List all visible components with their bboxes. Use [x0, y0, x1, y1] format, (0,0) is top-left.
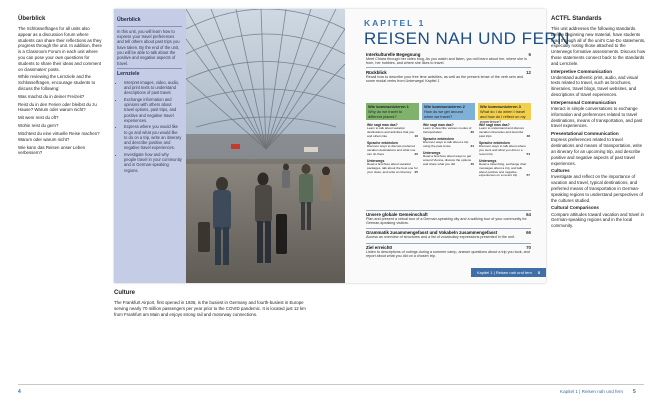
- divider: [117, 68, 182, 69]
- kommunizieren-column-1: [366, 103, 419, 207]
- item-text: Read a brochure about vacation packages, talk about the best one for your class, and write an itinerary: [367, 161, 418, 174]
- lernziele-heading: Lernziele: [117, 70, 140, 77]
- item-text: Learn to talk about vacation destinations and activities that you and others like: [367, 126, 415, 138]
- left-question: Möchtest du eine virtuelle Reise machen? Warum oder warum nicht?: [18, 130, 100, 142]
- toc-row: [366, 212, 531, 225]
- culture-note: [114, 290, 314, 317]
- item-text: Learn to understand and discuss vacation itineraries and describe past trips: [479, 126, 524, 138]
- lernziel-item: • Express where you would like to go and what you would like to do on a trip, write an itinerary and describe positive and negative travel experiences.: [124, 124, 182, 151]
- divider: [366, 210, 531, 211]
- item-page: 20: [414, 151, 418, 156]
- item-page: 48: [526, 133, 530, 138]
- standard-text: Interact in simple conversations to exchange information and preferences related to travel destinations, means of transportation, and past travel experiences.: [551, 105, 643, 129]
- page-running-head: Kapitel 1 | Reisen nah und fern: [560, 389, 623, 394]
- culture-text: The Frankfurt Airport, first opened in 1936, is the busiest in Germany and fourth-busiest in Europe serving nearly 70 million passengers per year prior to the COVID pandemic. It is located just 12 km from Frankfurt am Main and enjoys strong rail and motorway connections.: [114, 299, 306, 317]
- left-heading: Überblick: [18, 16, 46, 22]
- standard-title: Interpersonal Communication: [551, 99, 617, 105]
- overview-heading: Überblick: [117, 17, 141, 23]
- item-page: 40: [470, 161, 474, 166]
- item-title: Sprache entdecken: [479, 140, 511, 145]
- item-page: 57: [526, 173, 530, 178]
- kommunizieren-header: [478, 103, 531, 124]
- page-number-left: 4: [18, 389, 21, 395]
- left-question: Was machst du in deiner Freizeit?: [18, 93, 85, 99]
- item-text: Learn to describe various modes of transportation: [423, 126, 472, 135]
- kommunizieren-column-2: [422, 103, 475, 207]
- toc-row-title: Interkulturelle Begegnung: [366, 52, 421, 57]
- item-title: Unterwegs: [423, 150, 441, 155]
- divider: [366, 243, 531, 244]
- item-title: Unterwegs: [479, 158, 497, 163]
- item-text: Read a brochure about ways to get around Vienna, discuss the options and share what you did: [423, 154, 472, 166]
- lernziel-item: • Exchange information and opinions with others about travel options, past trips, and positive and negative travel experiences.: [124, 97, 182, 124]
- left-notes: [18, 16, 103, 158]
- toc-row: [366, 245, 531, 258]
- bottom-rule: [18, 384, 644, 385]
- item-page: 54: [526, 151, 530, 156]
- lernziele-list: [117, 80, 182, 173]
- standards-notes: [551, 16, 646, 231]
- left-question: Reist du in den Ferien oder bleibst du zu Hause? Warum oder warum nicht?: [18, 101, 97, 113]
- kommunizieren-column-3: [478, 103, 531, 207]
- divider: [117, 26, 182, 27]
- left-question: Mit wem reist du oft?: [18, 115, 59, 121]
- item-text: Read a travel blog, exchange chat messages about a trip, and talk about positive and negative experiences on a recent trip: [479, 161, 526, 178]
- item-page: 16: [414, 133, 418, 138]
- item-title: Sprache entdecken: [423, 136, 455, 141]
- kommunizieren-items: [366, 121, 419, 174]
- standards-intro: This unit addresses the following standards. Before beginning new material, have students read through all of the unit's Can-Do statements, especially noting those attached to the Unterwegs formative assessments. Discuss how those statements connect back to the standards and Lernziele.: [551, 25, 646, 66]
- kommunizieren-header: [422, 103, 475, 120]
- toc-row-desc: Meet Chiara through her video blog, As you watch and listen, you will learn about her, where she is from, her hobbies, and where she likes to travel.: [366, 57, 527, 65]
- overview-paragraph: In this unit, you will learn how to express your travel preferences and tell others about past trips you have taken. By the end of the unit, you will be able to talk about the positive and negative aspects of travel.: [117, 28, 180, 66]
- culture-heading: Culture: [114, 290, 135, 296]
- item-title: Wie sagt man das?: [479, 123, 510, 127]
- standard-title: Cultures: [551, 168, 570, 174]
- contents-footer: [471, 268, 546, 277]
- toc-row-page: 6: [528, 52, 531, 57]
- divider: [366, 67, 531, 68]
- toc-row: [366, 52, 531, 65]
- left-question: Wohin reist du gern?: [18, 123, 59, 129]
- item-text: Discover ways to talk about a trip using the past tense: [423, 140, 469, 149]
- kommunizieren-items: [422, 121, 475, 167]
- item-title: Sprache entdecken: [367, 140, 399, 145]
- lernziel-item: • Investigate how and why people travel in your community and in German-speaking regions.: [124, 152, 182, 173]
- footer-page: 5: [537, 270, 540, 275]
- toc-row: [366, 70, 531, 83]
- kommunizieren-title: Wie kommunizieren 2: [424, 104, 465, 109]
- footer-label: Kapitel 1 | Reisen nah und fern: [477, 270, 532, 275]
- kommunizieren-title: Wie kommunizieren 1: [368, 104, 409, 109]
- chapter-label: KAPITEL 1: [364, 18, 426, 28]
- standard-text: Compare attitudes toward vacation and travel in German-speaking regions and in the local community.: [551, 211, 644, 229]
- item-text: Discover ways to talk about where you went and what you did on a recent trip: [479, 144, 526, 156]
- item-page: 34: [470, 144, 474, 149]
- item-page: 25: [414, 169, 418, 174]
- divider: [366, 228, 531, 229]
- item-title: Wie sagt man das?: [367, 123, 398, 127]
- item-text: Discover ways to discuss preferred vacation destinations and what one can do there: [367, 144, 416, 156]
- toc-row-desc: Access an overview of structures and a list of vocabulary expressions presented in the unit.: [366, 235, 515, 239]
- airport-terminal-illustration: [186, 9, 345, 283]
- standards-heading: ACTFL Standards: [551, 16, 602, 22]
- kommunizieren-title: Wie kommunizieren 3: [480, 104, 521, 109]
- toc-row-title: Ziel erreicht!: [366, 245, 393, 250]
- toc-row-desc: Plan and present a virtual tour of a German-speaking city and a walking tour of your community for German-speaking visitors.: [366, 217, 527, 225]
- toc-row-page: 66: [526, 230, 531, 235]
- lernziel-item: • Interpret images, video, audio, and print texts to understand descriptions of past travel.: [124, 80, 182, 96]
- toc-row-title: Rückblick: [366, 70, 387, 75]
- toc-row-desc: Recall how to describe your free time activities, as well as the present tense of the verb sein and some modal verbs from Unterwegs! Kapitel 1: [366, 75, 524, 83]
- toc-row-title: Unsere globale Gemeinschaft: [366, 212, 428, 217]
- standard-title: Presentational Communication: [551, 131, 619, 137]
- kommunizieren-question: How do we get around when we travel?: [424, 109, 463, 119]
- toc-row-page: 70: [526, 245, 531, 250]
- left-intro: The Schlüsselfragen for all units also appear as a discussion forum where students can share their reflections as they progress through the unit. In addition, there is a Classroom Forum in each unit where you can pose your own questions for students to share their ideas and comment on classmates' posts.: [18, 25, 102, 72]
- item-title: Unterwegs: [367, 158, 385, 163]
- kommunizieren-items: [478, 121, 531, 178]
- airport-photo: [186, 9, 345, 283]
- kommunizieren-question: What do I do when I travel and how do I reflect on my experience?: [480, 109, 526, 124]
- toc-row-page: 12: [526, 70, 531, 75]
- chapter-title: REISEN NAH UND FERN: [364, 29, 570, 48]
- item-title: Wie sagt man das?: [423, 123, 454, 127]
- standard-title: Interpretive Communication: [551, 68, 613, 74]
- item-page: 30: [470, 130, 474, 135]
- toc-row-title: Grammatik zusammengefasst und Vokabeln zusammengefasst: [366, 230, 498, 235]
- overview-text: [117, 17, 182, 174]
- toc-row: [366, 230, 531, 239]
- page-number-right: 5: [633, 389, 636, 395]
- toc-row-page: 64: [526, 212, 531, 217]
- standard-text: Understand authentic print, audio, and visual texts related to travel, such as brochures, itineraries, travel blogs, travel websites, and descriptions of travel experiences.: [551, 74, 638, 98]
- standard-text: Investigate and reflect on the importance of vacation and travel, typical destinations, and preferred means of transportation in German-speaking regions to understand perspectives of the cultures studied.: [551, 174, 644, 203]
- standard-title: Cultural Comparisons: [551, 205, 599, 211]
- standard-text: Express preferences related to travel destinations and means of transportation, write an itinerary for an upcoming trip, and describe positive and negative aspects of past travel experiences.: [551, 137, 643, 166]
- kommunizieren-grid: [366, 103, 532, 207]
- left-question: Wie kann das Reisen unser Leben verbessern?: [18, 144, 86, 156]
- kommunizieren-question: Why do we travel to different places?: [368, 109, 403, 119]
- kommunizieren-header: [366, 103, 419, 120]
- toc-row-desc: Listen to descriptions of outings during a summer camp, answer questions about a trip you took, and report about what you did on a chosen trip.: [366, 250, 530, 258]
- left-lernziele-note: While reviewing the Lernziele and the Schlüsselfragen, encourage students to discuss the following:: [18, 74, 96, 92]
